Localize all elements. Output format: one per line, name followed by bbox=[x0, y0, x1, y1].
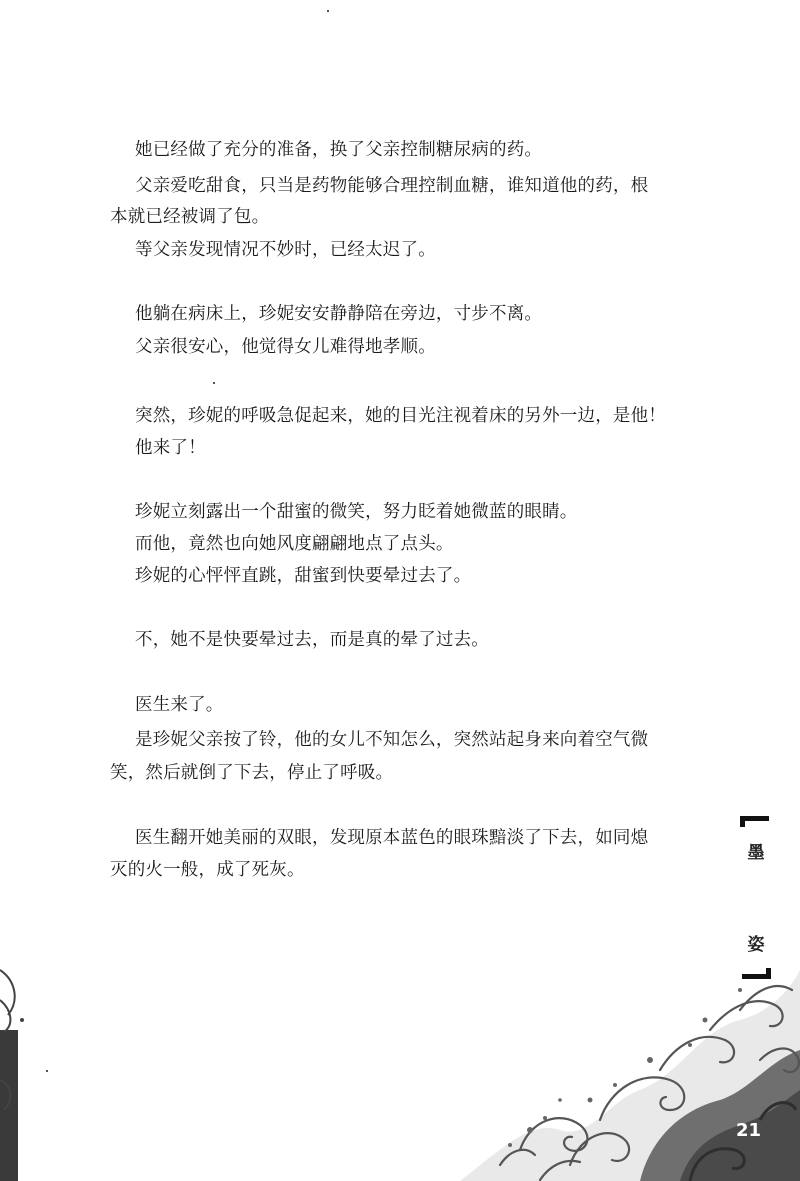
text-line: 医生翻开她美丽的双眼，发现原本蓝色的眼珠黯淡了下去，如同熄 bbox=[135, 828, 649, 848]
floral-swirl-ornament bbox=[440, 950, 800, 1181]
text-line: 他躺在病床上，珍妮安安静静陪在旁边，寸步不离。 bbox=[135, 304, 543, 324]
page-number: 21 bbox=[736, 1120, 762, 1141]
text-line: 本就已经被调了包。 bbox=[110, 207, 270, 227]
text-line: 父亲很安心，他觉得女儿难得地孝顺。 bbox=[135, 337, 436, 357]
text-line: 而他，竟然也向她风度翩翩地点了点头。 bbox=[135, 534, 454, 554]
text-line: 她已经做了充分的准备，换了父亲控制糖尿病的药。 bbox=[135, 140, 543, 160]
text-line: 他来了！ bbox=[135, 438, 206, 458]
text-line: 等父亲发现情况不妙时，已经太迟了。 bbox=[135, 240, 436, 260]
text-line: 笑，然后就倒了下去，停止了呼吸。 bbox=[110, 763, 394, 783]
text-line: 医生来了。 bbox=[135, 695, 224, 715]
side-title-bracket-open bbox=[740, 816, 769, 827]
scan-speck bbox=[46, 1070, 48, 1072]
text-line: 不，她不是快要晕过去，而是真的晕了过去。 bbox=[135, 630, 489, 650]
scan-speck bbox=[213, 382, 215, 384]
text-line: 珍妮立刻露出一个甜蜜的微笑，努力眨着她微蓝的眼睛。 bbox=[135, 502, 578, 522]
side-title-char-2: 姿 bbox=[747, 935, 765, 955]
text-line: 父亲爱吃甜食，只当是药物能够合理控制血糖，谁知道他的药，根 bbox=[135, 176, 649, 196]
text-line: 是珍妮父亲按了铃，他的女儿不知怎么，突然站起身来向着空气微 bbox=[135, 730, 649, 750]
side-title-char-1: 墨 bbox=[747, 843, 765, 863]
left-edge-ornament bbox=[0, 960, 30, 1181]
scan-speck bbox=[327, 10, 329, 12]
text-line: 灭的火一般，成了死灰。 bbox=[110, 860, 305, 880]
text-line: 珍妮的心怦怦直跳，甜蜜到快要晕过去了。 bbox=[135, 566, 472, 586]
text-line: 突然，珍妮的呼吸急促起来，她的目光注视着床的另外一边，是他！ bbox=[135, 406, 666, 426]
